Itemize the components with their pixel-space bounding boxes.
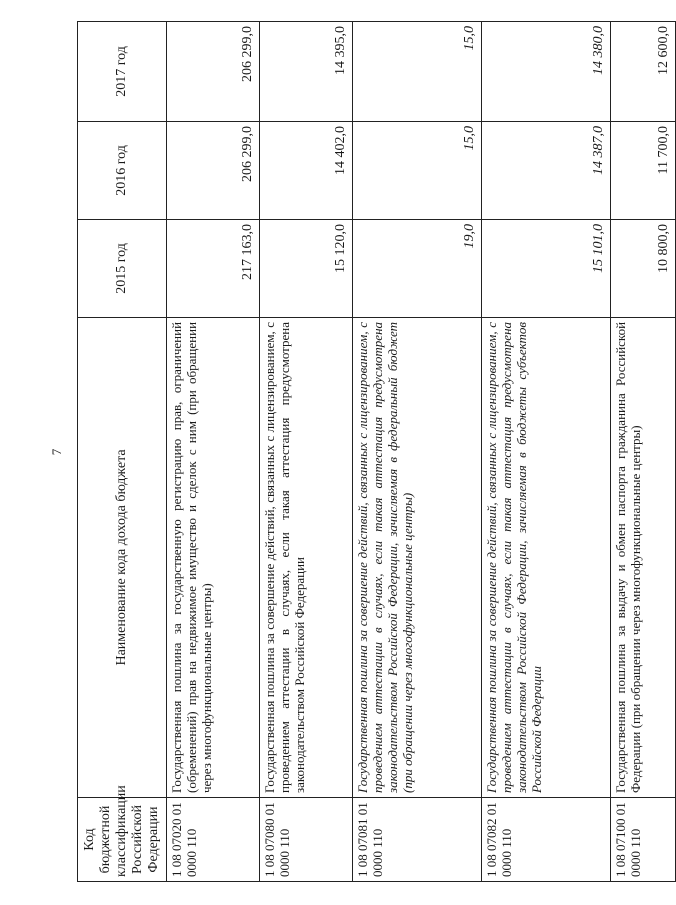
row-name: Государственная пошлина за выдачу и обмен паспорта гражданина Российской Федерации (при обращении через многофункциональные центры)	[611, 317, 676, 797]
table-row	[482, 21, 611, 881]
row-name: Государственная пошлина за совершение действий, связанных с лицензированием, с проведением аттестации в случаях, если такая аттестация предусмотрена законодательством Российской Федерации, зачисляемая в федеральный бюджет (при обращении через многофункциональные центры)	[353, 317, 482, 797]
row-code: 1 08 07020 01 0000 110	[167, 798, 260, 882]
row-name: Государственная пошлина за совершение действий, связанных с лицензированием, с проведением аттестации в случаях, если такая аттестация предусмотрена законодательством Российской Федерации	[260, 317, 353, 797]
row-code: 1 08 07082 01 0000 110	[482, 798, 611, 882]
row-value-2016: 14 387,0	[482, 121, 611, 219]
row-value-2017: 15,0	[353, 21, 482, 121]
row-code: 1 08 07100 01 0000 110	[611, 798, 676, 882]
row-code: 1 08 07081 01 0000 110	[353, 798, 482, 882]
row-value-2016: 15,0	[353, 121, 482, 219]
header-2016: 2016 год	[78, 121, 167, 219]
row-value-2016: 206 299,0	[167, 121, 260, 219]
row-value-2015: 15 120,0	[260, 219, 353, 317]
row-value-2017: 14 395,0	[260, 21, 353, 121]
header-name: Наименование кода дохода бюджета	[78, 317, 167, 797]
row-value-2016: 11 700,0	[611, 121, 676, 219]
row-name: Государственная пошлина за государственную регистрацию прав, ограничений (обременений) прав на недвижимое имущество и сделок с ним (при обращении через многофункциональные центры)	[167, 317, 260, 797]
row-value-2017: 206 299,0	[167, 21, 260, 121]
row-value-2015: 10 800,0	[611, 219, 676, 317]
page-number: 7	[49, 448, 64, 456]
rotated-page	[77, 22, 671, 882]
header-code: Код бюджетной классификации Российской Федерации	[78, 798, 167, 882]
table-header-row	[78, 21, 167, 881]
table-row	[260, 21, 353, 881]
row-value-2016: 14 402,0	[260, 121, 353, 219]
table-row	[167, 21, 260, 881]
row-name: Государственная пошлина за совершение действий, связанных с лицензированием, с проведением аттестации в случаях, если такая аттестация предусмотрена законодательством Российской Федерации, зачисляемая в бюджеты субъектов Российской Федерации	[482, 317, 611, 797]
table-row	[353, 21, 482, 881]
header-2017: 2017 год	[78, 21, 167, 121]
row-value-2017: 12 600,0	[611, 21, 676, 121]
row-value-2015: 15 101,0	[482, 219, 611, 317]
row-value-2015: 217 163,0	[167, 219, 260, 317]
table-row	[611, 21, 676, 881]
header-2015: 2015 год	[78, 219, 167, 317]
row-value-2015: 19,0	[353, 219, 482, 317]
row-code: 1 08 07080 01 0000 110	[260, 798, 353, 882]
row-value-2017: 14 380,0	[482, 21, 611, 121]
budget-income-table	[77, 21, 676, 882]
